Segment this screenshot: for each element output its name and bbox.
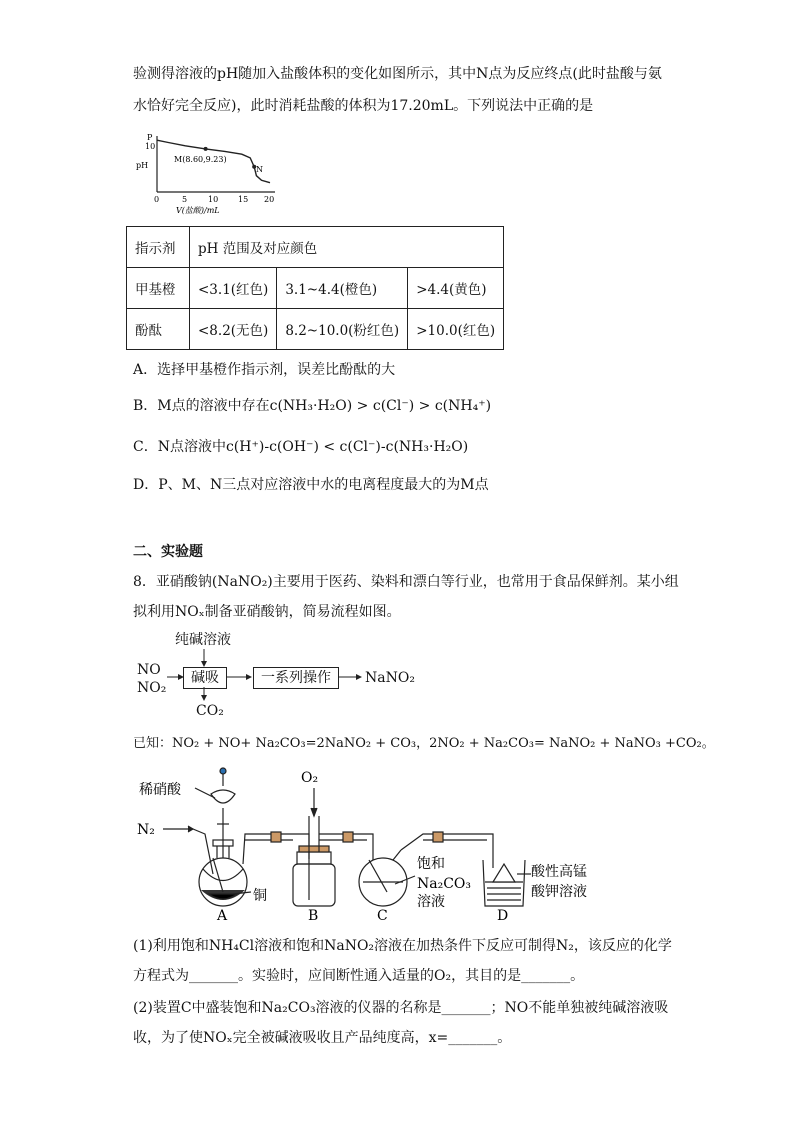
table-row [127, 227, 504, 268]
flow-product: NaNO₂ [365, 670, 415, 686]
label-copper: 铜 [253, 888, 267, 904]
option-b-expr-1: c(NH₃·H₂O) [269, 398, 353, 414]
option-a: A．选择甲基橙作指示剂，误差比酚酞的大 [133, 362, 396, 378]
option-b-expr-3: c(NH₄⁺) [434, 398, 492, 414]
label-c-1: 饱和 [417, 856, 445, 872]
apparatus-diagram [133, 764, 593, 924]
label-c-2: Na₂CO₃ [417, 876, 472, 892]
table-cell: 3.1~4.4(橙色) [277, 268, 408, 309]
label-o2: O₂ [301, 770, 319, 786]
table-cell: <3.1(红色) [190, 268, 277, 309]
option-c-lhs: c(H⁺)-c(OH⁻) [225, 439, 319, 455]
intro-line-1: 验测得溶液的pH随加入盐酸体积的变化如图所示，其中N点为反应终点(此时盐酸与氨 [133, 66, 662, 82]
label-d-2: 酸钾溶液 [531, 884, 587, 900]
label-a: A [217, 908, 228, 924]
table-cell: 甲基橙 [127, 268, 190, 309]
y-axis-label: pH [136, 161, 149, 170]
q1-line-2: 方程式为_______。实验时，应间断性通入适量的O₂，其目的是_______。 [133, 968, 585, 984]
q2-line-1: (2)装置C中盛装饱和Na₂CO₃溶液的仪器的名称是_______；NO不能单独被纯碱溶液吸 [133, 1000, 669, 1016]
q8-line-1: 8．亚硝酸钠(NaNO₂)主要用于医药、染料和漂白等行业，也常用于食品保鲜剂。某小组 [133, 574, 679, 590]
point-m-label: M(8.60,9.23) [174, 155, 227, 164]
label-b: B [308, 908, 319, 924]
table-cell: 8.2~10.0(粉红色) [277, 309, 408, 350]
option-b-expr-2: c(Cl⁻) [372, 398, 415, 414]
flow-gas-no2: NO₂ [137, 680, 167, 696]
flow-byproduct: CO₂ [196, 703, 224, 719]
n2-tube [193, 829, 213, 874]
table-cell: 指示剂 [127, 227, 190, 268]
titration-chart [130, 128, 280, 220]
xtick-15: 15 [238, 195, 249, 204]
label-c-3: 溶液 [417, 894, 445, 910]
intro-line-2: 水恰好完全反应)，此时消耗盐酸的体积为17.20mL。下列说法中正确的是 [133, 98, 594, 114]
flow-gas-no: NO [137, 662, 161, 678]
table-cell: <8.2(无色) [190, 309, 277, 350]
flow-box-absorb: 碱吸 [183, 667, 227, 689]
q1-line-1: (1)利用饱和NH₄Cl溶液和饱和NaNO₂溶液在加热条件下反应可制得N₂，该反应的化学 [133, 938, 672, 954]
flow-box-operations: 一系列操作 [253, 667, 339, 689]
table-row [127, 268, 504, 309]
ytick-10: 10 [145, 142, 156, 151]
label-d: D [497, 908, 509, 924]
point-p-label: P [147, 133, 153, 142]
flow-diagram [133, 630, 433, 720]
greater-than-1: > [356, 398, 369, 414]
tube-a-b [243, 834, 293, 864]
option-b [133, 396, 491, 416]
known-equations: 已知：NO₂ + NO+ Na₂CO₃=2NaNO₂ + CO₃，2NO₂ + Na₂CO₃= NaNO₂ + NaNO₃ +CO₂。 [133, 736, 715, 751]
table-cell: 酚酞 [127, 309, 190, 350]
flow-input-top: 纯碱溶液 [175, 632, 231, 648]
greater-than-2: > [418, 398, 431, 414]
label-n2: N₂ [137, 822, 155, 838]
option-b-prefix: B．M点的溶液中存在 [133, 398, 270, 414]
section-title: 二、实验题 [133, 544, 203, 560]
xtick-20: 20 [264, 195, 275, 204]
x-axis-label: V(盐酸)/mL [176, 206, 220, 215]
option-c [133, 437, 468, 457]
label-c: C [377, 908, 388, 924]
less-than: < [323, 439, 336, 455]
xtick-5: 5 [182, 195, 188, 204]
option-c-rhs: c(Cl⁻)-c(NH₃·H₂O) [339, 439, 469, 455]
table-cell: >10.0(红色) [408, 309, 504, 350]
xtick-0: 0 [154, 195, 160, 204]
option-d: D．P、M、N三点对应溶液中水的电离程度最大的为M点 [133, 477, 489, 493]
table-row [127, 309, 504, 350]
q2-line-2: 收，为了使NOₓ完全被碱液吸收且产品纯度高，x=_______。 [133, 1030, 512, 1046]
xtick-10: 10 [208, 195, 219, 204]
point-n-label: N [256, 165, 263, 174]
dropping-funnel [211, 790, 235, 803]
q8-line-2: 拟利用NOₓ制备亚硝酸钠，简易流程如图。 [133, 604, 401, 620]
table-cell: >4.4(黄色) [408, 268, 504, 309]
label-dilute-nitric-acid: 稀硝酸 [139, 782, 181, 798]
point-m [204, 147, 208, 151]
indicator-table [126, 226, 504, 350]
tube-c-d [401, 834, 493, 868]
label-d-1: 酸性高锰 [531, 864, 587, 880]
bottle-b [293, 864, 335, 906]
option-c-prefix: C．N点溶液中 [133, 439, 226, 455]
table-cell: pH 范围及对应颜色 [190, 227, 504, 268]
